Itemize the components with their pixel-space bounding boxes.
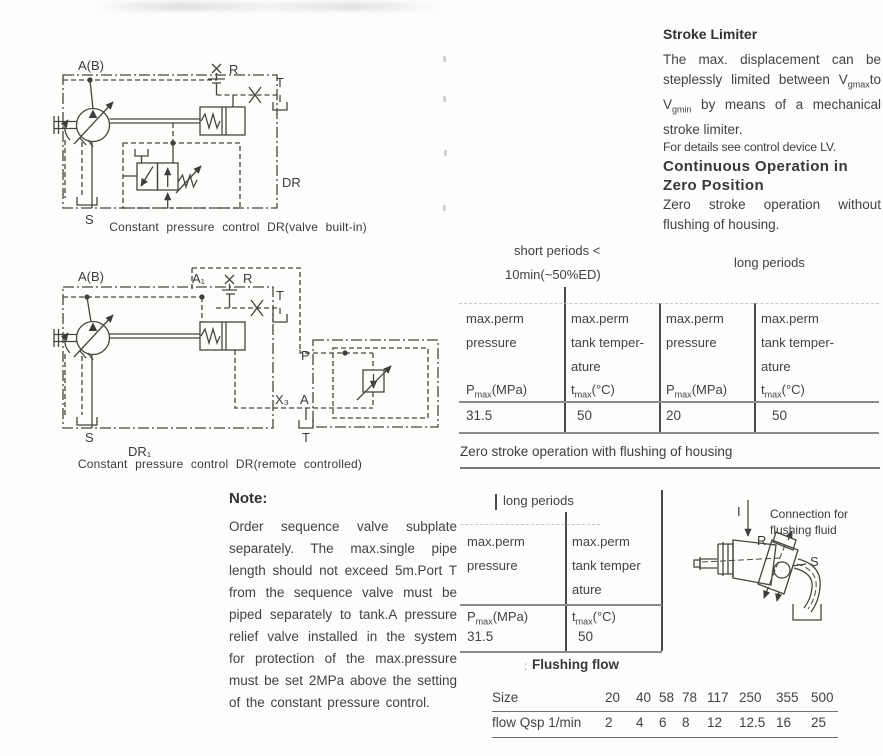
- table2-tick: [495, 494, 497, 510]
- table1-symbol-cell: $t_{max}(^\circ C)$: [761, 382, 805, 400]
- figure-caption-line1: Connection for: [770, 507, 849, 521]
- flushing-flow-rule: [492, 737, 838, 738]
- table1-value-cell: 20: [666, 408, 682, 423]
- size-cell: 20: [605, 690, 621, 705]
- scan-colon-mark: :: [524, 659, 528, 673]
- diagram2-title: DR₁: [128, 444, 152, 459]
- pump-body-drawing: [694, 531, 806, 601]
- stroking-cylinder: [110, 297, 246, 350]
- continuous-operation-heading: Continuous Operation in Zero Position: [663, 158, 849, 195]
- remote-relief-valve: [300, 340, 438, 427]
- table1-col-header: max.perm tank temper- ature: [761, 311, 834, 374]
- scan-smudge: [92, 2, 442, 11]
- row-label: Size: [492, 690, 519, 705]
- table1-col-header: max.perm pressure: [666, 311, 724, 350]
- port-label-t-top: T: [276, 288, 284, 303]
- tank-symbol: [793, 604, 821, 620]
- table1-divider: [754, 303, 756, 433]
- port-label-x3: X₃: [275, 392, 289, 407]
- figure-caption-line2: flushing fluid: [770, 523, 837, 537]
- table1-group-header-long: long periods: [734, 255, 805, 270]
- row-label: flow Qsp 1/min: [492, 715, 582, 730]
- table2-group-header: long periods: [503, 493, 574, 508]
- table2-top-rule: [460, 524, 600, 525]
- diagram2-caption: Constant pressure control DR(remote controlled): [77, 457, 363, 471]
- table1-group-header-short-l1: short periods <: [514, 243, 601, 258]
- stroke-limiter-body: The max. displacement can be steplessly limited between $V_{gmax}to$ $V_{gmin}$ by means of a mechanical stroke limiter.: [663, 52, 881, 137]
- table2-value-cell: 31.5: [467, 629, 494, 644]
- table1-group-header-short-l2: 10min(~50%ED): [505, 267, 601, 282]
- hydraulic-diagram-dr-remote: [30, 250, 450, 478]
- flushing-flow-size-row: [492, 690, 839, 705]
- port-label-r: R: [229, 62, 239, 77]
- note-body: Order sequence valve subplate separately. The max.single pipe length should not exceed 5m.Port T from the sequence valve must be piped separately to tank.A pressure relief valve installed in the system for protection of the max.pressure must be set 2MPa above the setting of the constant pressure control.: [229, 519, 457, 710]
- flow-cell: 6: [659, 715, 667, 730]
- stroke-limiter-details: For details see control device LV.: [663, 140, 836, 155]
- port-label-s: S: [85, 430, 94, 445]
- size-cell: 250: [739, 690, 762, 705]
- port-label-s: S: [810, 554, 819, 569]
- flow-cell: 12.5: [739, 715, 766, 730]
- flow-cell: 8: [682, 715, 690, 730]
- stroking-cylinder: [110, 95, 246, 135]
- flushing-flow-rule: [492, 711, 838, 712]
- table2-mid-rule: [460, 604, 662, 606]
- table2-divider: [565, 512, 567, 651]
- table1-col-header: max.perm pressure: [466, 311, 524, 350]
- size-cell: 355: [776, 690, 799, 705]
- port-label-a1: A₁: [192, 271, 206, 286]
- port-label-ab: A(B): [78, 269, 104, 284]
- note-block: [229, 490, 457, 714]
- port-label-r: R: [243, 271, 253, 286]
- table1-bottom-rule: [459, 432, 879, 434]
- flushing-inlet-label: I: [737, 504, 741, 519]
- flushing-flow-title: Flushing flow: [532, 657, 619, 672]
- table1-value-cell: 50: [772, 408, 788, 423]
- port-label-p: P: [301, 348, 310, 363]
- table1-value-cell: 31.5: [466, 408, 493, 423]
- flow-cell: 12: [707, 715, 723, 730]
- table1-value-cell: 50: [577, 408, 593, 423]
- size-cell: 117: [707, 690, 729, 705]
- flushing-flow-value-row: [492, 715, 839, 730]
- note-heading: Note:: [229, 490, 268, 507]
- port-label-t: T: [276, 75, 284, 90]
- continuous-operation-body: Zero stroke operation without flushing of housing.: [663, 197, 881, 232]
- table1-mid-rule: [459, 401, 879, 403]
- flushing-section-rule: [460, 467, 880, 469]
- table2-bottom-rule: [460, 651, 662, 653]
- table1-symbol-cell: $P_{max}(MPa)$: [666, 382, 728, 400]
- port-t-symbol: [216, 300, 287, 322]
- port-label-t-bottom: T: [302, 430, 310, 445]
- table2-col-header: max.perm pressure: [467, 534, 525, 573]
- stroke-limiter-heading: Stroke Limiter: [663, 26, 758, 42]
- table2-col-header: max.perm tank temper ature: [572, 534, 641, 597]
- zero-stroke-no-flushing-table: [459, 243, 880, 435]
- control-valve: [123, 123, 240, 208]
- zero-stroke-with-flushing-table: [460, 488, 663, 654]
- port-r-symbol: [222, 275, 237, 308]
- port-r-symbol: [208, 64, 225, 95]
- flow-cell: 2: [605, 715, 613, 730]
- port-label-r: R: [757, 533, 767, 548]
- size-cell: 40: [636, 690, 652, 705]
- port-label-a: A: [300, 392, 309, 407]
- flow-cell: 4: [636, 715, 644, 730]
- table2-value-cell: 50: [578, 629, 594, 644]
- table1-divider: [659, 303, 661, 433]
- table1-top-rule: [459, 303, 879, 304]
- hydraulic-diagram-dr-built-in: [30, 30, 450, 230]
- flow-cell: 25: [811, 715, 827, 730]
- table1-col-header: max.perm tank temper- ature: [571, 311, 644, 374]
- port-label-ab: A(B): [78, 58, 104, 73]
- port-label-s: S: [85, 212, 94, 227]
- table1-divider: [564, 287, 566, 433]
- flow-cell: 16: [776, 715, 792, 730]
- size-cell: 500: [811, 690, 834, 705]
- table1-symbol-cell: $t_{max}(^\circ C)$: [571, 382, 615, 400]
- case-drain: [65, 354, 97, 428]
- stroke-limiter-block: [663, 26, 881, 234]
- size-cell: 58: [659, 690, 675, 705]
- diagram1-caption: Constant pressure control DR(valve built-in): [109, 220, 367, 234]
- case-drain: [65, 140, 97, 208]
- size-cell: 78: [682, 690, 698, 705]
- table2-symbol-cell: $P_{max}(MPa)$: [467, 609, 529, 627]
- table2-symbol-cell: $t_{max}(^\circ C)$: [572, 609, 616, 627]
- flushing-connection-figure: [660, 488, 880, 638]
- table1-symbol-cell: $P_{max}(MPa)$: [466, 382, 528, 400]
- port-label-dr: DR: [282, 175, 301, 190]
- flushing-section-heading: Zero stroke operation with flushing of housing: [460, 444, 733, 459]
